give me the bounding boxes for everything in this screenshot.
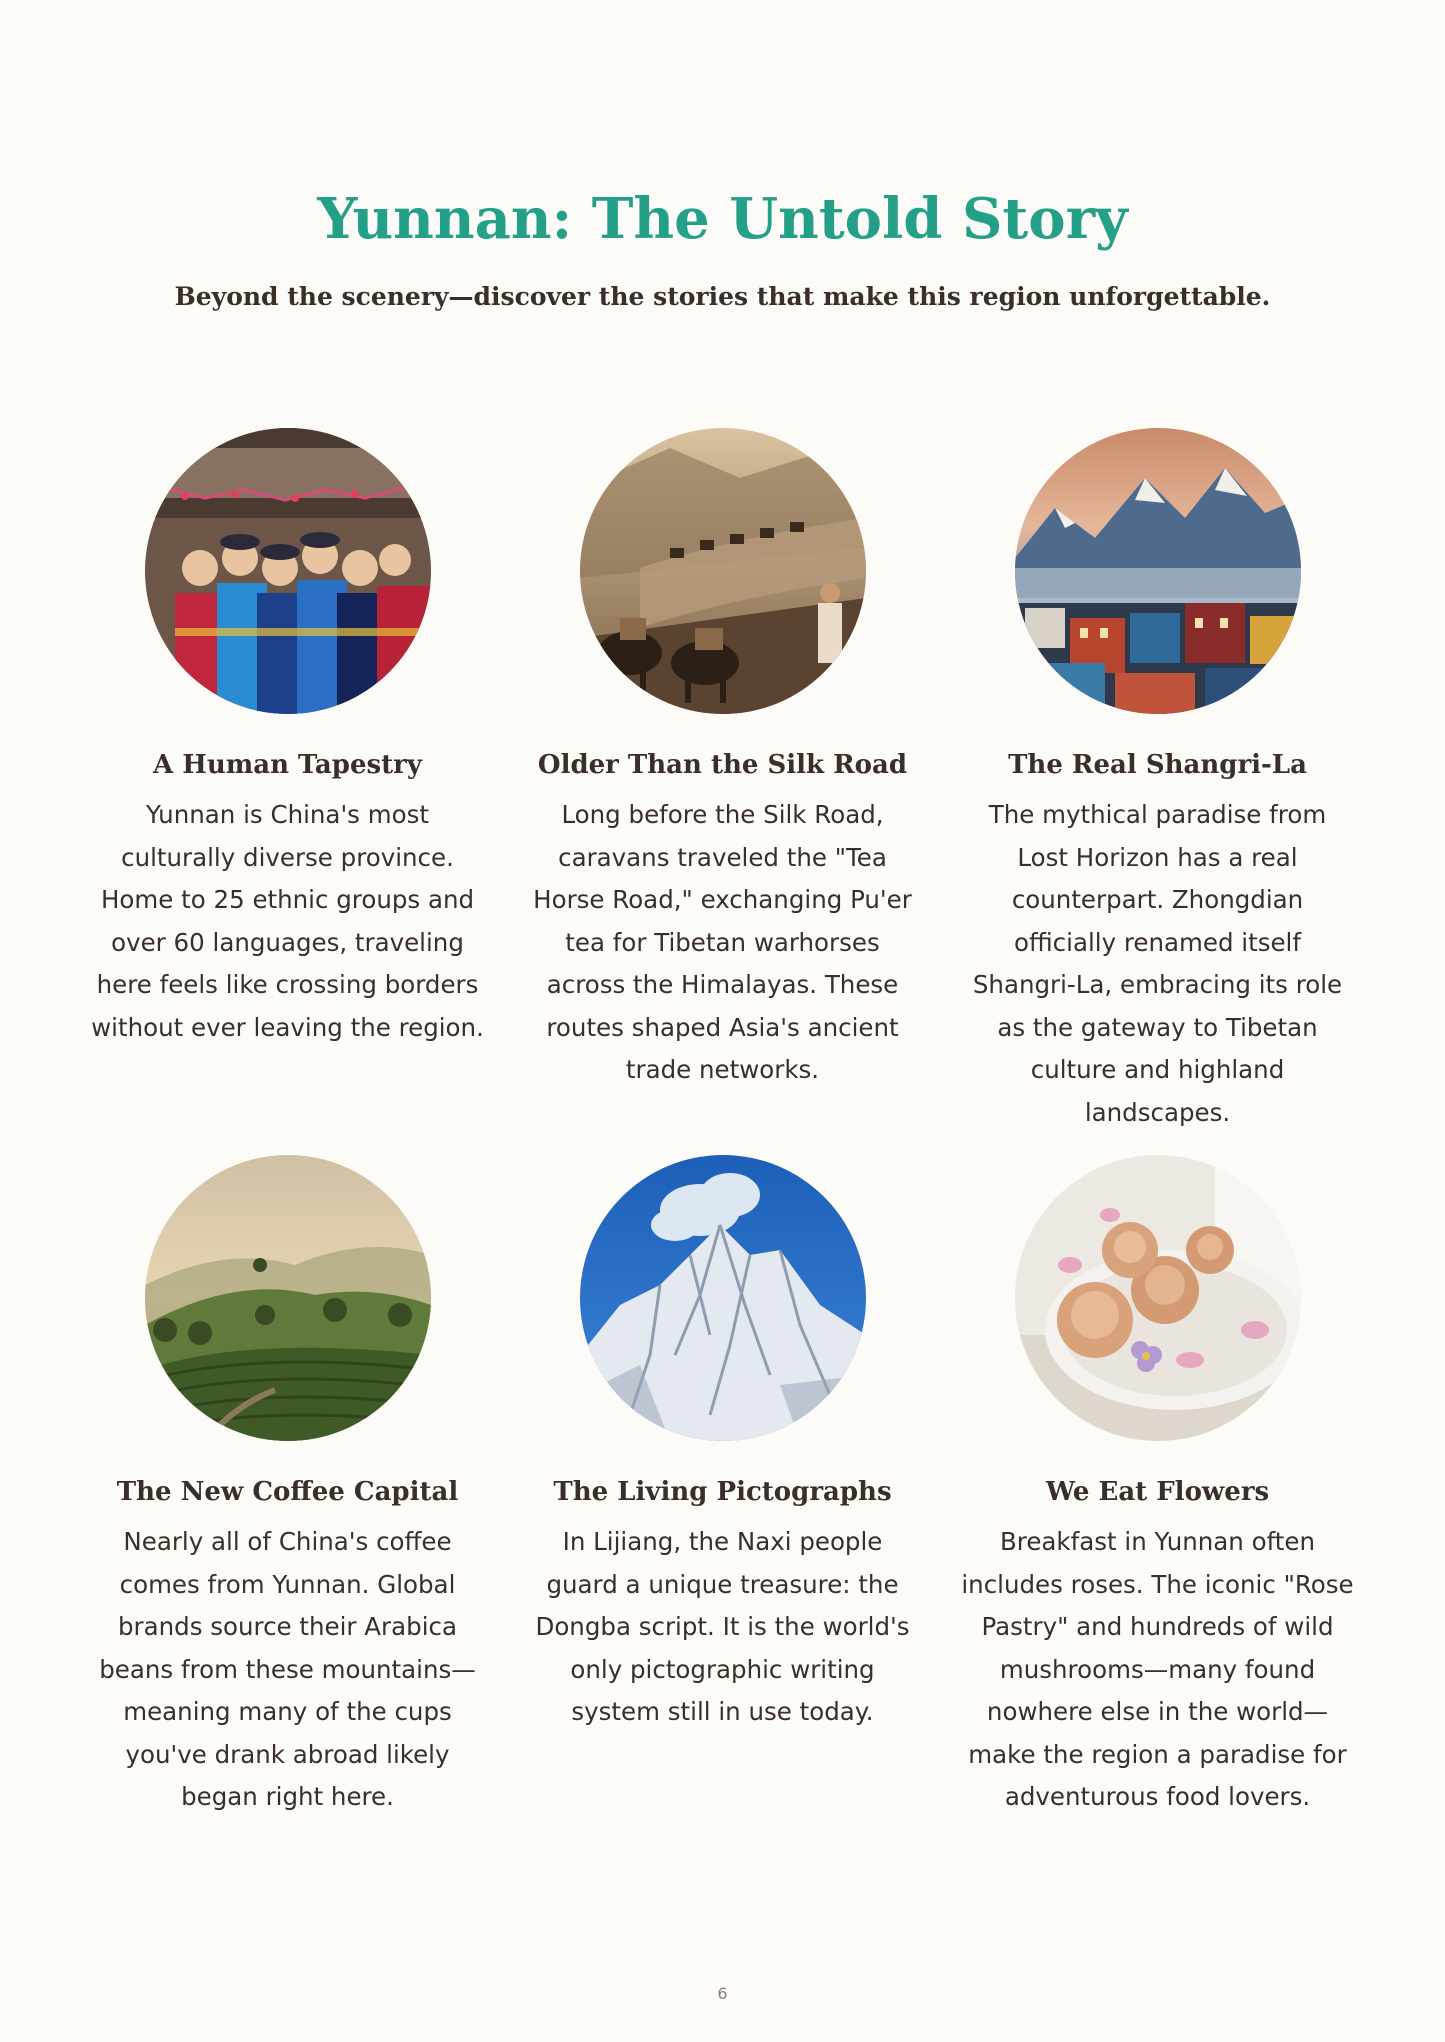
story-grid xyxy=(90,428,1355,1882)
shangri-la-mountains-photo xyxy=(1015,428,1301,714)
card-text: Yunnan is China's most culturally diverse province. Home to 25 ethnic groups and over 60 languages, traveling here feels like crossing borders without ever leaving the region. xyxy=(91,800,484,1042)
story-card-human-tapestry xyxy=(90,428,485,1155)
card-title: A Human Tapestry xyxy=(153,750,422,780)
card-title: Older Than the Silk Road xyxy=(537,750,908,780)
card-title: The Real Shangri-La xyxy=(1008,750,1307,780)
card-text: Long before the Silk Road, caravans traveled the "Tea Horse Road," exchanging Pu'er tea for Tibetan warhorses across the Himalayas. These routes shaped Asia's ancient trade networks. xyxy=(533,800,912,1084)
page-number: 6 xyxy=(717,1984,728,2003)
snow-mountain-photo xyxy=(580,1155,866,1441)
story-card-shangri-la xyxy=(960,428,1355,1155)
card-text: In Lijiang, the Naxi people guard a unique treasure: the Dongba script. It is the world's only pictographic writing system still in use today. xyxy=(535,1527,910,1726)
tea-horse-caravan-photo xyxy=(580,428,866,714)
story-card-silk-road xyxy=(525,428,920,1155)
card-text: Breakfast in Yunnan often includes roses. The iconic "Rose Pastry" and hundreds of wild mushrooms—many found nowhere else in the world—make the region a paradise for adventurous food lovers. xyxy=(961,1527,1354,1811)
rose-pastry-photo xyxy=(1015,1155,1301,1441)
story-card-coffee-capital xyxy=(90,1155,485,1882)
card-text: The mythical paradise from Lost Horizon has a real counterpart. Zhongdian officially renamed itself Shangri-La, embracing its role as the gateway to Tibetan culture and highland landscapes. xyxy=(972,800,1343,1127)
card-title: The New Coffee Capital xyxy=(116,1477,459,1507)
card-title: The Living Pictographs xyxy=(553,1477,892,1507)
coffee-plantation-photo xyxy=(145,1155,431,1441)
story-card-eat-flowers xyxy=(960,1155,1355,1882)
page-title: Yunnan: The Untold Story xyxy=(317,186,1128,252)
page-subtitle: Beyond the scenery—discover the stories that make this region unforgettable. xyxy=(174,282,1271,311)
story-card-living-pictographs xyxy=(525,1155,920,1882)
card-title: We Eat Flowers xyxy=(1045,1477,1270,1507)
ethnic-people-photo xyxy=(145,428,431,714)
card-text: Nearly all of China's coffee comes from Yunnan. Global brands source their Arabica beans from these mountains—meaning many of the cups you've drank abroad likely began right here. xyxy=(99,1527,476,1811)
